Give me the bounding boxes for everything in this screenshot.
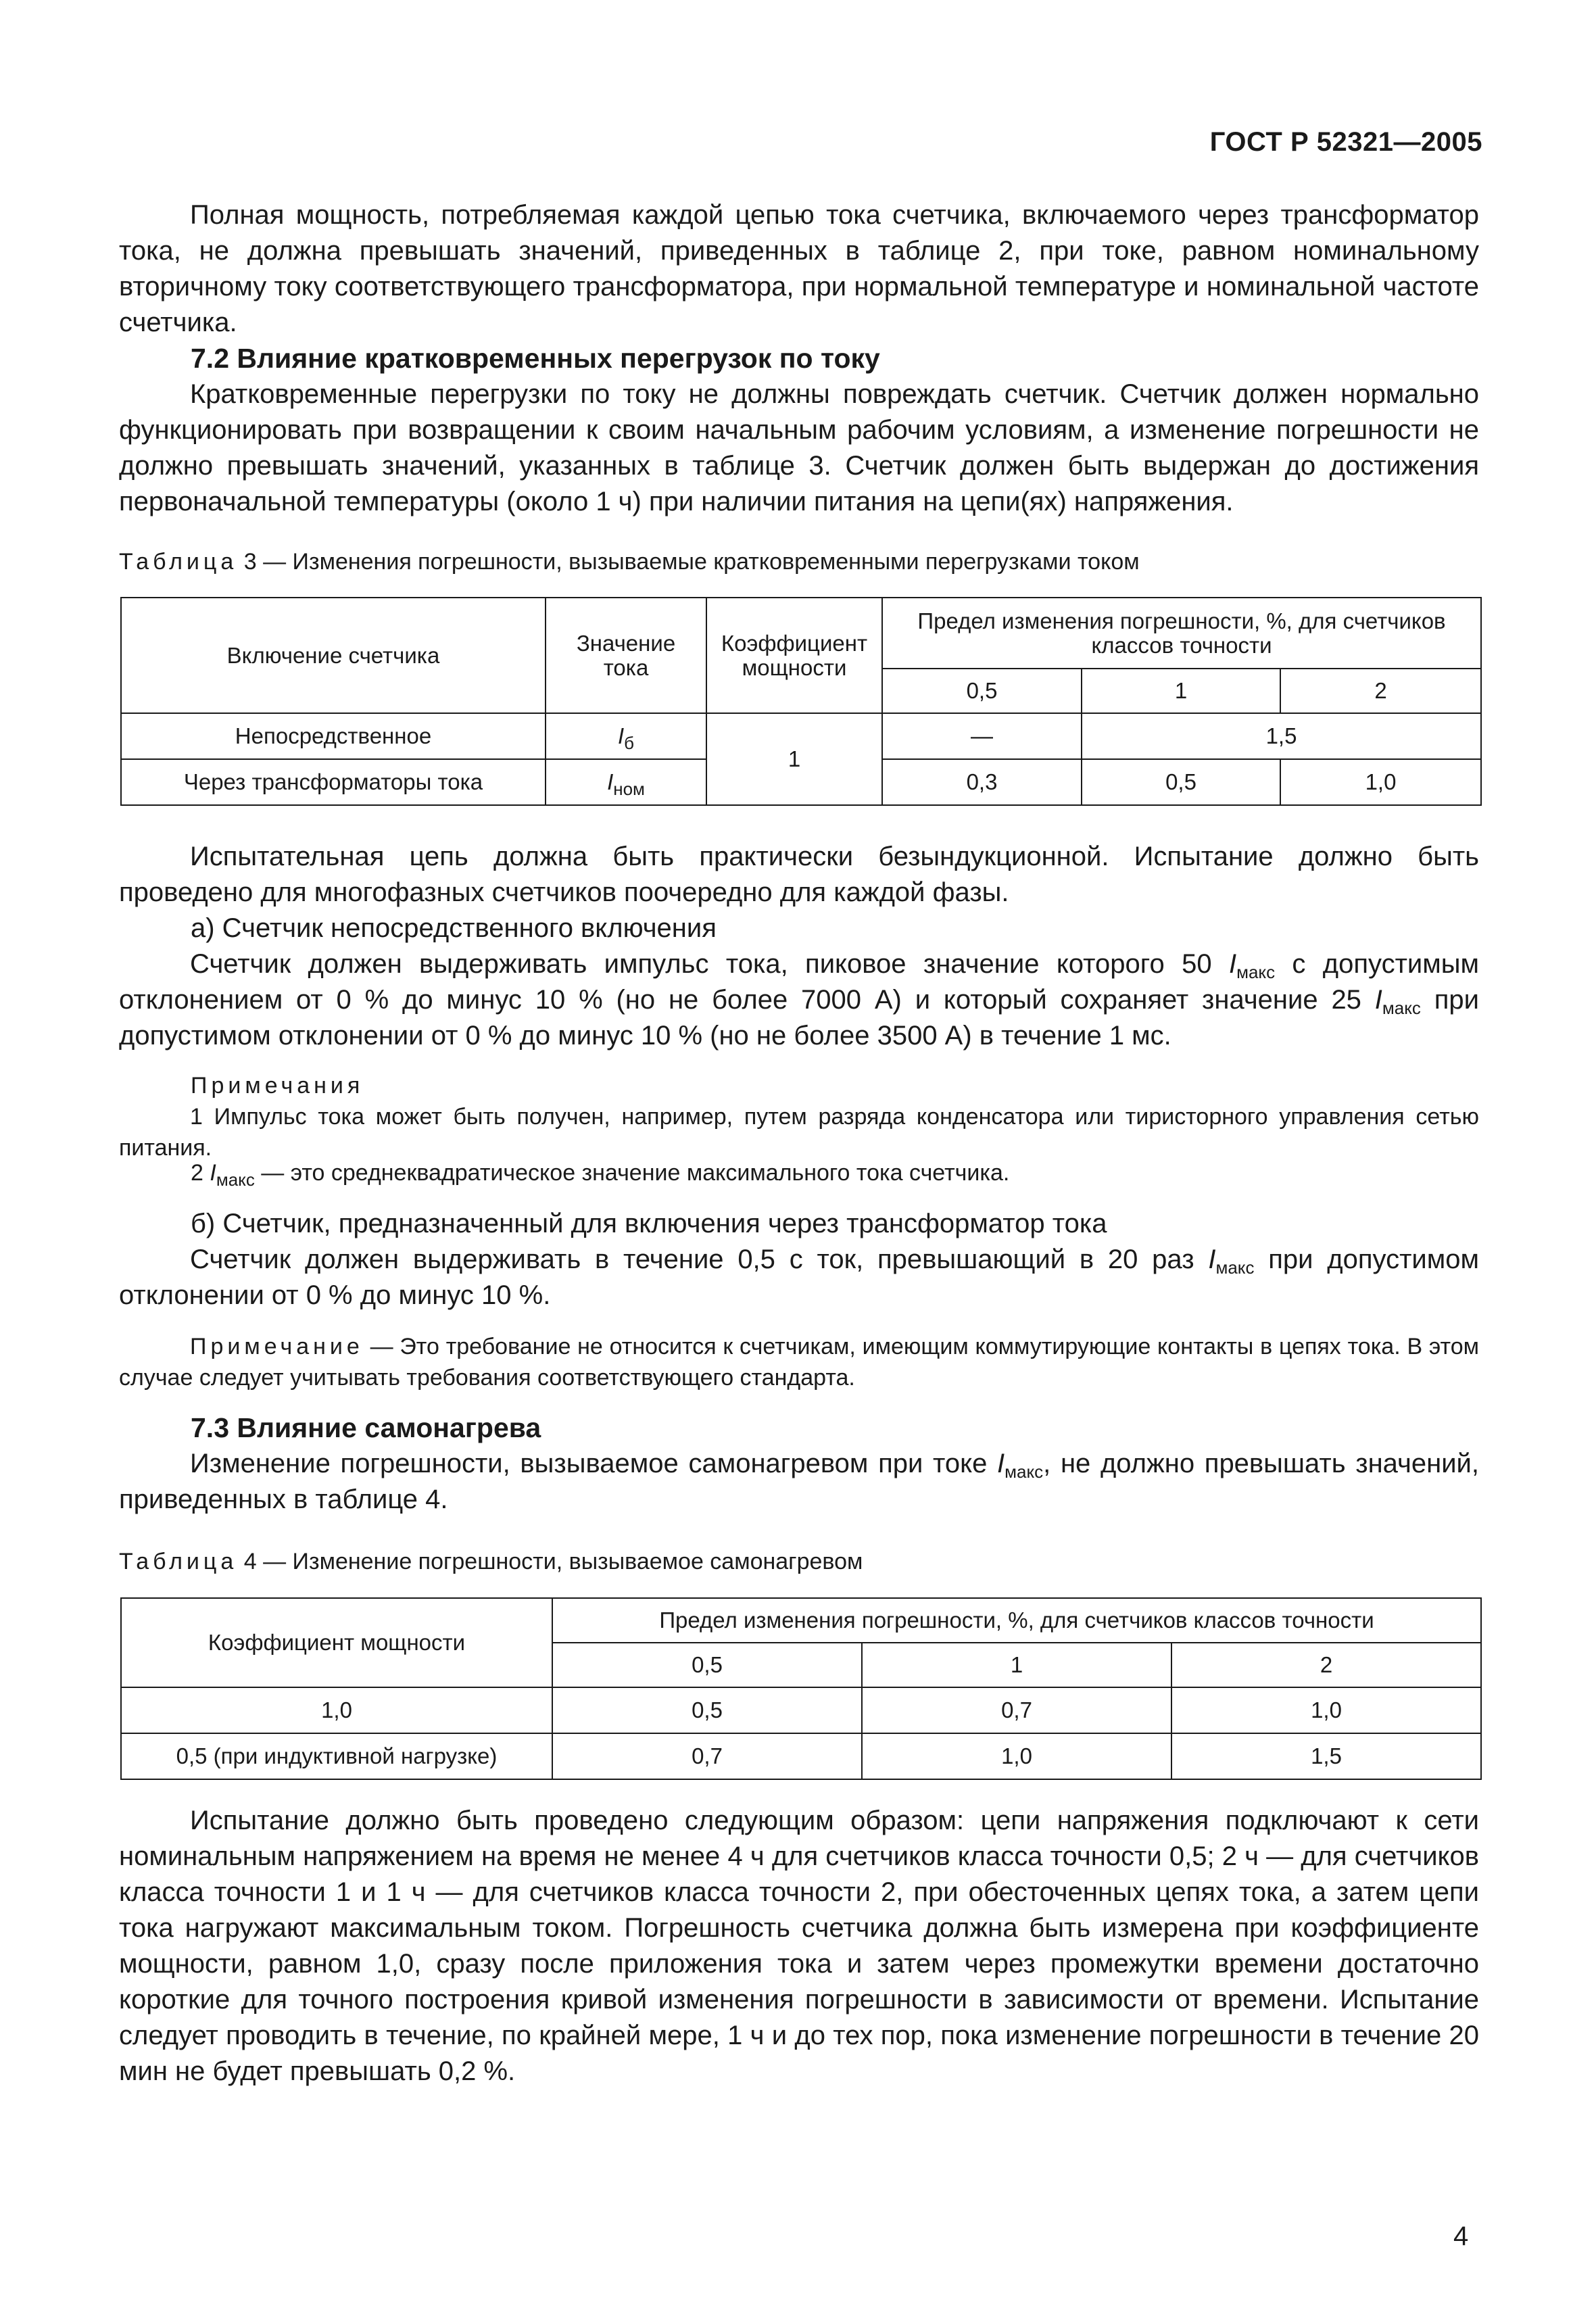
table-3-cell-inclusion: Непосредственное <box>121 713 546 759</box>
item-a-text: Счетчик должен выдерживать импульс тока, пиковое значение которого 50 $I_{макс}$ с допустимым отклонением от 0 % до минус 10 % (но не более 7000 А) и который сохраняет значение 25 $I_{макс}$ при допустимом отклонении от 0 % до минус 10 % (но не более 3500 А) в течение 1 мс. <box>119 949 1480 1051</box>
table-3-class-cell: 1 <box>1082 669 1280 713</box>
table-4-class-cell: 1 <box>862 1643 1171 1687</box>
table-3-header-inclusion: Включение счетчика <box>121 598 546 713</box>
table-4-cell-power-factor: 1,0 <box>121 1687 552 1733</box>
table-4-cell-power-factor: 0,5 (при индуктивной нагрузке) <box>121 1733 552 1779</box>
table-3-caption <box>119 546 1140 577</box>
table-3-caption-text: 3 — Изменения погрешности, вызываемые кратковременными перегрузками током <box>237 549 1140 575</box>
table-4-cell-value: 1,0 <box>1171 1687 1481 1733</box>
table-4 <box>120 1597 1482 1780</box>
table-3-header-current: Значение тока <box>546 598 706 713</box>
paragraph-test-circuit: Испытательная цепь должна быть практически безындукционной. Испытание должно быть проведено для многофазных счетчиков поочередно для каждой фазы. <box>119 842 1479 907</box>
table-3-cell-value: 0,3 <box>882 759 1082 805</box>
table-3-cell-inclusion: Через трансформаторы тока <box>121 759 546 805</box>
table-4-cell-value: 0,7 <box>552 1733 862 1779</box>
table-4-header-limit: Предел изменения погрешности, %, для счетчиков классов точности <box>552 1598 1481 1643</box>
table-4-class-cell: 0,5 <box>552 1643 862 1687</box>
section-7-2-text: Кратковременные перегрузки по току не должны повреждать счетчик. Счетчик должен нормально функционировать при возвращении к своим начальным рабочим условиям, а изменение погрешности не должно превышать значений, указанных в таблице 3. Счетчик должен быть выдержан до достижения первоначальной температуры (около 1 ч) при наличии питания на цепи(ях) напряжения. <box>119 379 1479 516</box>
table-4-cell-value: 0,5 <box>552 1687 862 1733</box>
table-3-header-power-factor: Коэффициент мощности <box>706 598 882 713</box>
page-number: 4 <box>1453 2221 1469 2251</box>
table-3-cell-current: $I_{ном}$ <box>546 759 706 805</box>
paragraph-self-heating-test: Испытание должно быть проведено следующим образом: цепи напряжения подключают к сети номинальным напряжением на время не менее 4 ч для счетчиков класса точности 0,5; 2 ч — для счетчиков класса точности 1 и 1 ч — для счетчиков класса точности 2, при обесточенных цепях тока, а затем цепи тока нагружают максимальным током. Погрешность счетчика должна быть измерена при коэффициенте мощности, равном 1,0, сразу после приложения тока и затем через промежутки времени достаточно короткие для точного построения кривой изменения погрешности в зависимости от времени. Испытание следует проводить в течение, по крайней мере, 1 ч и до тех пор, пока изменение погрешности в течение 20 мин не будет превышать 0,2 %. <box>119 1806 1479 2086</box>
table-3-cell-value: — <box>882 713 1082 759</box>
paragraph-power: Полная мощность, потребляемая каждой цепью тока счетчика, включаемого через трансформатор тока, не должна превышать значений, приведенных в таблице 2, при токе, равном номинальному вторичному току соответствующего трансформатора, при нормальной температуре и номинальной частоте счетчика. <box>119 200 1479 337</box>
table-3-class-cell: 2 <box>1280 669 1481 713</box>
note-requirement: Примечание — Это требование не относится к счетчикам, имеющим коммутирующие контакты в цепях тока. В этом случае следует учитывать требования соответствующего стандарта. <box>119 1334 1479 1391</box>
table-4-caption <box>119 1546 863 1577</box>
table-row <box>121 1687 1481 1733</box>
table-3-cell-power-factor: 1 <box>706 713 882 805</box>
table-4-cell-value: 1,5 <box>1171 1733 1481 1779</box>
table-3-cell-value: 1,0 <box>1280 759 1481 805</box>
section-7-3-text: Изменение погрешности, вызываемое самонагревом при токе $I_{макс}$, не должно превышать значений, приведенных в таблице 4. <box>119 1449 1479 1514</box>
table-4-caption-text: 4 — Изменение погрешности, вызываемое самонагревом <box>237 1549 863 1574</box>
section-7-3-title: 7.3 Влияние самонагрева <box>191 1412 541 1443</box>
table-3-header-limit: Предел изменения погрешности, %, для счетчиков классов точности <box>882 598 1481 669</box>
section-7-2-title: 7.2 Влияние кратковременных перегрузок по току <box>191 343 880 374</box>
table-row <box>121 713 1481 759</box>
item-b-title: б) Счетчик, предназначенный для включения через трансформатор тока <box>191 1209 1107 1238</box>
table-4-cell-value: 0,7 <box>862 1687 1171 1733</box>
item-b-text: Счетчик должен выдерживать в течение 0,5 с ток, превышающий в 20 раз $I_{макс}$ при допустимом отклонении от 0 % до минус 10 %. <box>119 1245 1480 1310</box>
table-3-label: Таблица <box>119 549 238 575</box>
table-3 <box>120 597 1482 806</box>
table-4-label: Таблица <box>119 1549 238 1574</box>
document-header: ГОСТ Р 52321—2005 <box>1209 127 1482 157</box>
table-4-cell-value: 1,0 <box>862 1733 1171 1779</box>
table-3-cell-current: $I_б$ <box>546 713 706 759</box>
table-4-class-cell: 2 <box>1171 1643 1481 1687</box>
table-row <box>121 1733 1481 1779</box>
item-a-title: а) Счетчик непосредственного включения <box>191 913 717 943</box>
note-2: 2 $I_{макс}$ — это среднеквадратическое значение максимального тока счетчика. <box>191 1160 1010 1190</box>
note-1: 1 Импульс тока может быть получен, например, путем разряда конденсатора или тиристорного управления сетью питания. <box>119 1104 1479 1161</box>
table-3-class-cell: 0,5 <box>882 669 1082 713</box>
table-3-cell-value: 1,5 <box>1082 713 1481 759</box>
table-3-cell-value: 0,5 <box>1082 759 1280 805</box>
table-4-header-power-factor: Коэффициент мощности <box>121 1598 552 1687</box>
notes-title: Примечания <box>191 1073 364 1099</box>
